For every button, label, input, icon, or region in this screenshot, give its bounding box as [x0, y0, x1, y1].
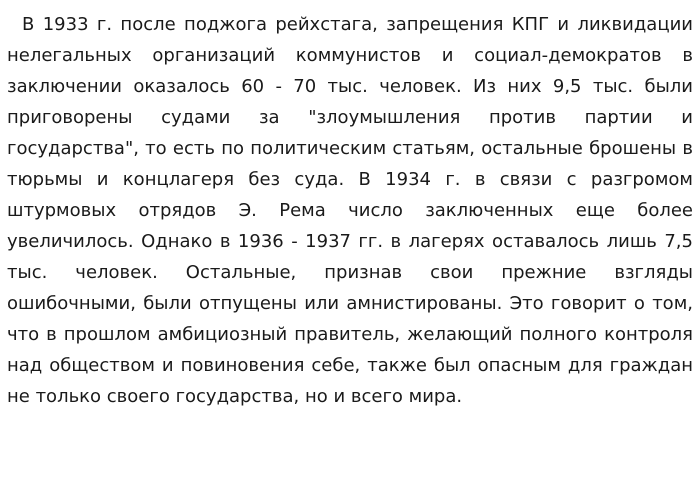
document-page — [7, 9, 693, 412]
body-paragraph: В 1933 г. после поджога рейхстага, запрещения КПГ и ликвидации нелегальных организаций коммунистов и социал-демократов в заключении оказалось 60 - 70 тыс. человек. Из них 9,5 тыс. были приговорены судами за "злоумышления против партии и государства", то есть по политическим статьям, остальные брошены в тюрьмы и концлагеря без суда. В 1934 г. в связи с разгромом штурмовых отрядов Э. Рема число заключенных еще более увеличилось. Однако в 1936 - 1937 гг. в лагерях оставалось лишь 7,5 тыс. человек. Остальные, признав свои прежние взгляды ошибочными, были отпущены или амнистированы. Это говорит о том, что в прошлом амбициозный правитель, желающий полного контроля над обществом и повиновения себе, также был опасным для граждан не только своего государства, но и всего мира. — [7, 14, 693, 407]
